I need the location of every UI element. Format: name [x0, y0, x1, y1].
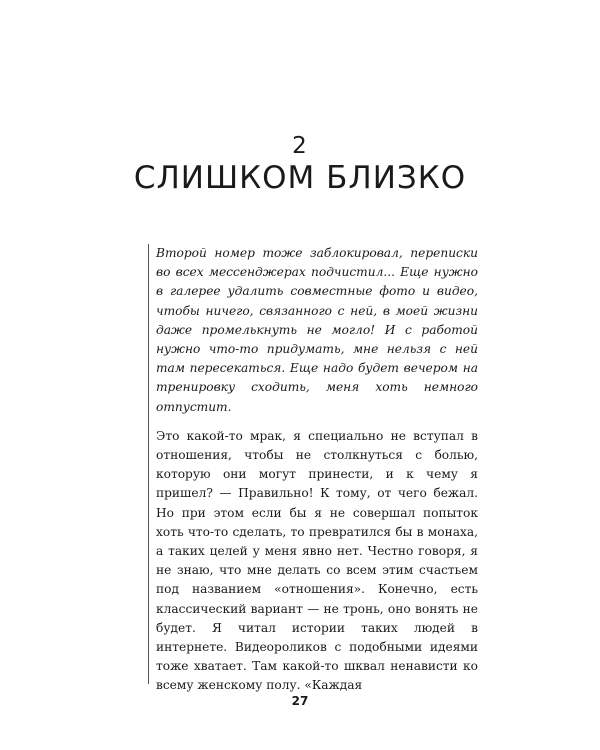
page-number: 27	[291, 694, 309, 708]
body-text	[156, 244, 478, 696]
margin-rule	[148, 244, 149, 684]
chapter-number: 2	[292, 133, 308, 159]
paragraph-italic: Второй номер тоже заблокировал, переписки во всех мессенджерах подчистил... Еще нужно в галерее удалить совместные фото и видео, чтобы ничего, связанного с ней, в моей жизни даже промелькнуть не могло! И с работой нужно что-то придумать, мне нельзя с ней там пересекаться. Еще надо будет вечером на тренировку сходить, меня хоть немного отпустит.	[156, 246, 478, 414]
paragraph: Это какой-то мрак, я специально не вступал в отношения, чтобы не столкнуться с болью, которую они могут принести, и к чему я пришел? — Правильно! К тому, от чего бежал. Но при этом если бы я не совершал попыток хоть что-то сделать, то превратился бы в монаха, а таких целей у меня явно нет. Честно говоря, я не знаю, что мне делать со всем этим счастьем под названием «отношения». Конечно, есть классический вариант — не тронь, оно вонять не будет. Я читал истории таких людей в интернете. Видеороликов с подобными идеями тоже хватает. Там какой-то шквал ненависти ко всему женскому полу. «Каждая	[156, 428, 478, 693]
chapter-title: СЛИШКОМ БЛИЗКО	[133, 160, 467, 196]
